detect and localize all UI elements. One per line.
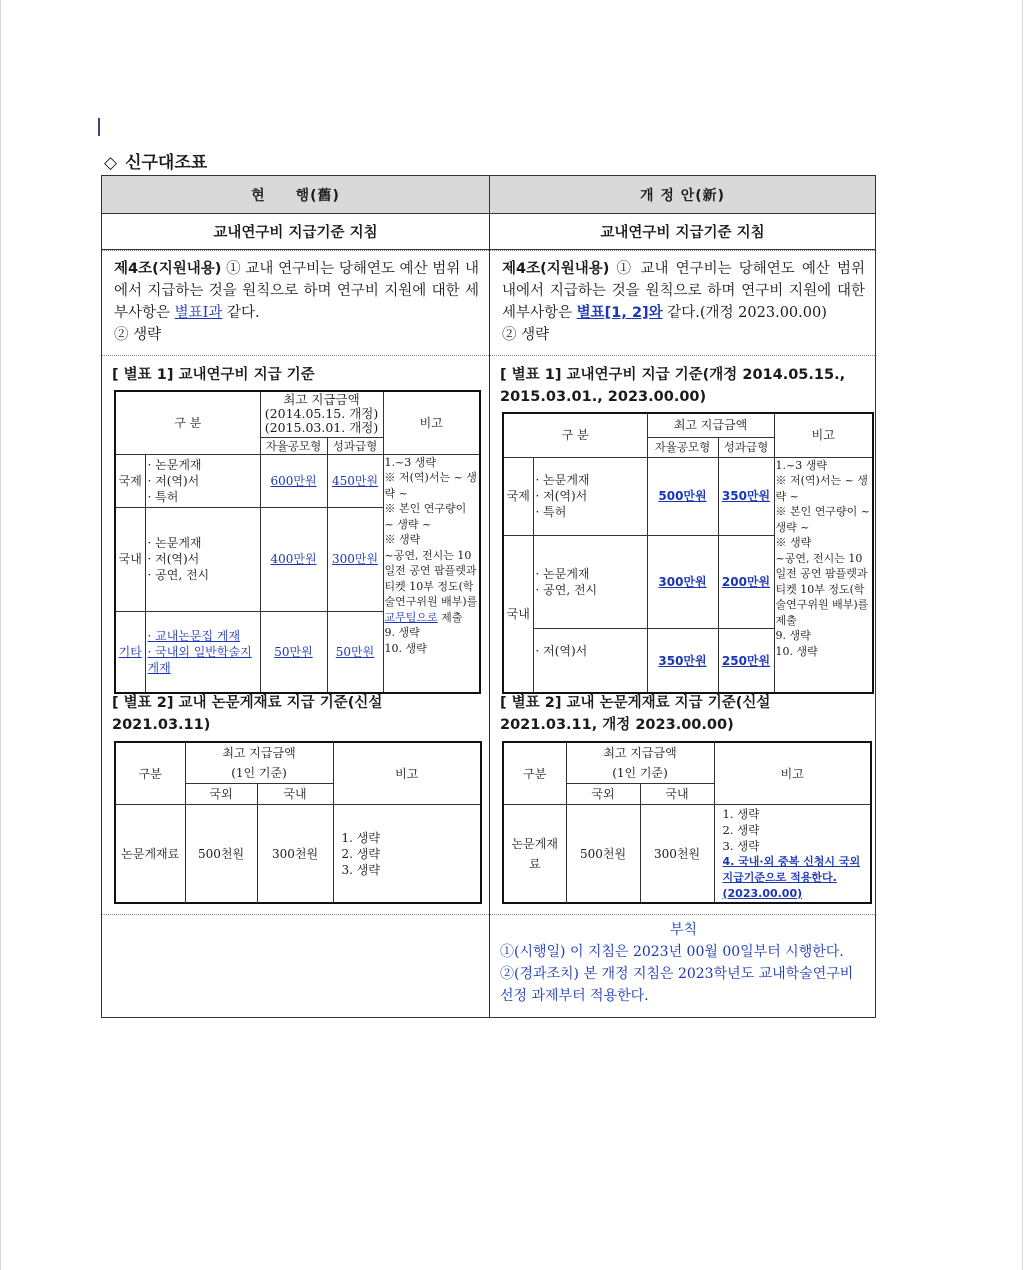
article-current: 제4조(지원내용) ① 교내 연구비는 당해연도 예산 범위 내에서 지급하는 것을 원칙으로 하며 연구비 지원에 대한 세부사항은 별표Ⅰ과 같다. ② 생략 (114, 261, 479, 343)
subtitle-current: 교내연구비 지급기준 지침 (102, 213, 489, 250)
table1-title-revised: [ 별표 1] 교내연구비 지급 기준(개정 2014.05.15., 2015.03.01., 2023.00.00) (500, 367, 846, 405)
table2-title-current: [ 별표 2] 교내 논문게재료 지급 기준(신설 2021.03.11) (112, 695, 383, 733)
comparison-table (101, 175, 876, 1018)
page-edge-right (1022, 0, 1023, 1270)
table-row: 기타 · 교내논문집 게재 · 국내외 일반학술지 게재 50만원 50만원 (115, 611, 480, 693)
table-row: · 저(역)서 350만원 250만원 (503, 629, 873, 694)
table1-revised: 구 분 최고 지급금액 비고 자율공모형 성과급형 국제 · 논문게재 · 저(역)서 · 특허 500만원 350만원 1.~3 생략 ※ 저(역)서는 ~ 생략 ~ ※ 본인 연구량이 ~ 생략 ~ ※ 생략 ~공연, 전시는 10일전 공연 팜플렛과 티켓 10부 정도(학술연구위원 배부)를 제출 9. 생략 10. 생략 국내 · 논문게재 · 공연, 전시 300만원 200만원 · 저(역)서 350만원 250만원 (502, 412, 874, 694)
dotted-divider (490, 355, 875, 356)
header-current: 현 행(舊) (102, 176, 489, 214)
note-cell: 1.~3 생략 ※ 저(역)서는 ~ 생략 ~ ※ 본인 연구량이 ~ 생략 ~ ※ 생략 ~공연, 전시는 10일전 공연 팜플렛과 티켓 10부 정도(학술연구위원 배부)를 교무팀으로 제출 9. 생략 10. 생략 (383, 454, 480, 693)
table1-current: 구 분 최고 지급금액 (2014.05.15. 개정) (2015.03.01. 개정) 비고 자율공모형 성과급형 국제 · 논문게재 · 저(역)서 · 특허 600만원 450만원 1.~3 생략 ※ 저(역)서는 ~ 생략 ~ ※ 본인 연구량이 ~ 생략 ~ ※ 생략 ~공연, 전시는 10일전 공연 팜플렛과 티켓 10부 정도(학술연구위원 배부)를 교무팀으로 제출 9. 생략 10. 생략 국내 · 논문게재 · 저(역)서 · 공연, 전시 400만원 300만원 기타 · 교내논문집 게재 · 국내외 일반학술지 게재 50만원 50만원 (114, 390, 481, 694)
appendix-link[interactable]: 별표[1, 2]와 (576, 305, 663, 321)
appendix-link[interactable]: 별표Ⅰ과 (174, 305, 223, 321)
table2-title-revised: [ 별표 2] 교내 논문게재료 지급 기준(신설 2021.03.11, 개정 2023.00.00) (500, 695, 771, 733)
text-cursor (98, 118, 100, 136)
table-row: 국내 · 논문게재 · 저(역)서 · 공연, 전시 400만원 300만원 (115, 507, 480, 611)
dotted-divider (490, 914, 875, 915)
dotted-divider (102, 250, 489, 251)
page-edge-left (0, 0, 1, 1270)
table-row: 논문게재료 500천원 300천원 1. 생략 2. 생략 3. 생략 4. 국내·외 중복 신청시 국외 지급기준으로 적용한다.(2023.00.00) (503, 805, 871, 904)
table-row: 논문게재료 500천원 300천원 1. 생략 2. 생략 3. 생략 (115, 805, 481, 904)
added-note: 4. 국내·외 중복 신청시 국외 지급기준으로 적용한다.(2023.00.00) (722, 854, 861, 900)
subtitle-revised: 교내연구비 지급기준 지침 (490, 213, 875, 250)
diamond-bullet-icon: ◇ (104, 153, 118, 173)
table-row: 국내 · 논문게재 · 공연, 전시 300만원 200만원 (503, 535, 873, 629)
article-revised: 제4조(지원내용) ① 교내 연구비는 당해연도 예산 범위 내에서 지급하는 것을 원칙으로 하며 연구비 지원에 대한 세부사항은 별표[1, 2]와 같다.(개정 2023.00.00) ② 생략 (502, 261, 865, 343)
note-cell: 1.~3 생략 ※ 저(역)서는 ~ 생략 ~ ※ 본인 연구량이 ~ 생략 ~ ※ 생략 ~공연, 전시는 10일전 공연 팜플렛과 티켓 10부 정도(학술연구위원 배부)를 제출 9. 생략 10. 생략 (774, 457, 873, 693)
column-current (102, 176, 489, 1017)
supplementary-provisions: 부칙 ①(시행일) 이 지침은 2023년 00월 00일부터 시행한다. ②(경과조치) 본 개정 지침은 2023학년도 교내학술연구비 선정 과제부터 적용한다. (500, 922, 854, 1004)
table2-current: 구분 최고 지급금액 (1인 기준) 비고 국외 국내 논문게재료 500천원 300천원 1. 생략 2. 생략 3. 생략 (114, 741, 482, 904)
table2-revised: 구분 최고 지급금액 (1인 기준) 비고 국외 국내 논문게재료 500천원 300천원 1. 생략 2. 생략 3. 생략 4. 국내·외 중복 신청시 국외 지급기준으로 적용한다.(2023.00.00) (502, 741, 872, 904)
dotted-divider (102, 355, 489, 356)
page-heading: ◇ 신구대조표 (104, 153, 208, 173)
table-row: 국제 · 논문게재 · 저(역)서 · 특허 500만원 350만원 1.~3 생략 ※ 저(역)서는 ~ 생략 ~ ※ 본인 연구량이 ~ 생략 ~ ※ 생략 ~공연, 전시는 10일전 공연 팜플렛과 티켓 10부 정도(학술연구위원 배부)를 제출 9. 생략 10. 생략 (503, 457, 873, 535)
column-revised (489, 176, 875, 1017)
table-row: 국제 · 논문게재 · 저(역)서 · 특허 600만원 450만원 1.~3 생략 ※ 저(역)서는 ~ 생략 ~ ※ 본인 연구량이 ~ 생략 ~ ※ 생략 ~공연, 전시는 10일전 공연 팜플렛과 티켓 10부 정도(학술연구위원 배부)를 교무팀으로 제출 9. 생략 10. 생략 (115, 454, 480, 507)
dotted-divider (490, 250, 875, 251)
dotted-divider (102, 914, 489, 915)
header-revised: 개 정 안(新) (490, 176, 875, 214)
table1-title-current: [ 별표 1] 교내연구비 지급 기준 (112, 367, 315, 383)
